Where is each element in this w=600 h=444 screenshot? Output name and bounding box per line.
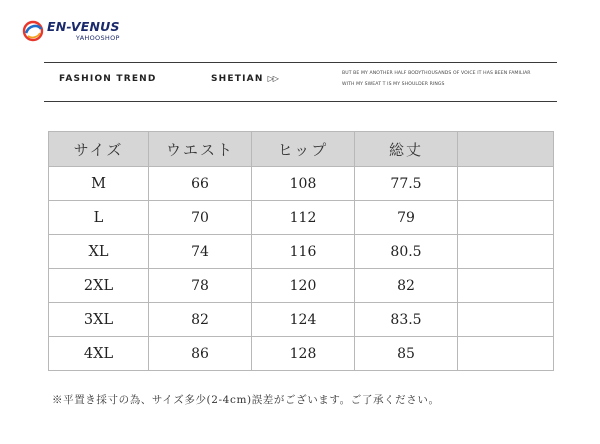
header-size: サイズ	[49, 132, 149, 167]
banner-tagline-2: WITH MY SWEAT T IS MY SHOULDER RINGS	[342, 82, 445, 87]
logo-subtitle: YAHOOSHOP	[75, 33, 120, 42]
cell-waist: 70	[149, 201, 252, 235]
cell-empty	[458, 303, 554, 337]
cell-hip: 116	[252, 235, 355, 269]
cell-hip: 128	[252, 337, 355, 371]
banner-brand-text: SHETIAN	[211, 74, 264, 84]
cell-size: 2XL	[49, 269, 149, 303]
cell-empty	[458, 201, 554, 235]
table-row	[49, 235, 554, 269]
cell-empty	[458, 167, 554, 201]
double-arrow-icon: ▷▷	[267, 74, 278, 83]
cell-waist: 66	[149, 167, 252, 201]
cell-size: XL	[49, 235, 149, 269]
cell-size: M	[49, 167, 149, 201]
cell-size: 4XL	[49, 337, 149, 371]
cell-hip: 124	[252, 303, 355, 337]
cell-length: 85	[355, 337, 458, 371]
shop-logo	[22, 20, 120, 42]
cell-empty	[458, 337, 554, 371]
header-waist: ウエスト	[149, 132, 252, 167]
table-row	[49, 337, 554, 371]
cell-hip: 120	[252, 269, 355, 303]
cell-length: 80.5	[355, 235, 458, 269]
cell-size: 3XL	[49, 303, 149, 337]
cell-waist: 74	[149, 235, 252, 269]
table-row	[49, 167, 554, 201]
cell-length: 79	[355, 201, 458, 235]
logo-swirl-icon	[22, 20, 44, 42]
header-length: 総丈	[355, 132, 458, 167]
cell-waist: 82	[149, 303, 252, 337]
cell-length: 83.5	[355, 303, 458, 337]
fashion-banner	[44, 62, 557, 102]
cell-size: L	[49, 201, 149, 235]
cell-length: 77.5	[355, 167, 458, 201]
cell-waist: 78	[149, 269, 252, 303]
header-empty	[458, 132, 554, 167]
cell-empty	[458, 235, 554, 269]
banner-title: FASHION TREND	[59, 74, 157, 84]
size-chart-table	[48, 131, 554, 371]
table-header-row	[49, 132, 554, 167]
table-row	[49, 269, 554, 303]
banner-brand	[211, 74, 278, 84]
table-row	[49, 303, 554, 337]
header-hip: ヒップ	[252, 132, 355, 167]
measurement-note: ※平置き採寸の為、サイズ多少(2-4cm)誤差がございます。ご了承ください。	[52, 394, 440, 406]
cell-length: 82	[355, 269, 458, 303]
logo-name: EN-VENUS	[47, 19, 120, 34]
cell-hip: 112	[252, 201, 355, 235]
cell-hip: 108	[252, 167, 355, 201]
banner-tagline-1: BUT BE MY ANOTHER HALF BODYTHOUSANDS OF VOICE IT HAS BEEN FAMILIAR	[342, 71, 531, 76]
cell-waist: 86	[149, 337, 252, 371]
cell-empty	[458, 269, 554, 303]
table-row	[49, 201, 554, 235]
